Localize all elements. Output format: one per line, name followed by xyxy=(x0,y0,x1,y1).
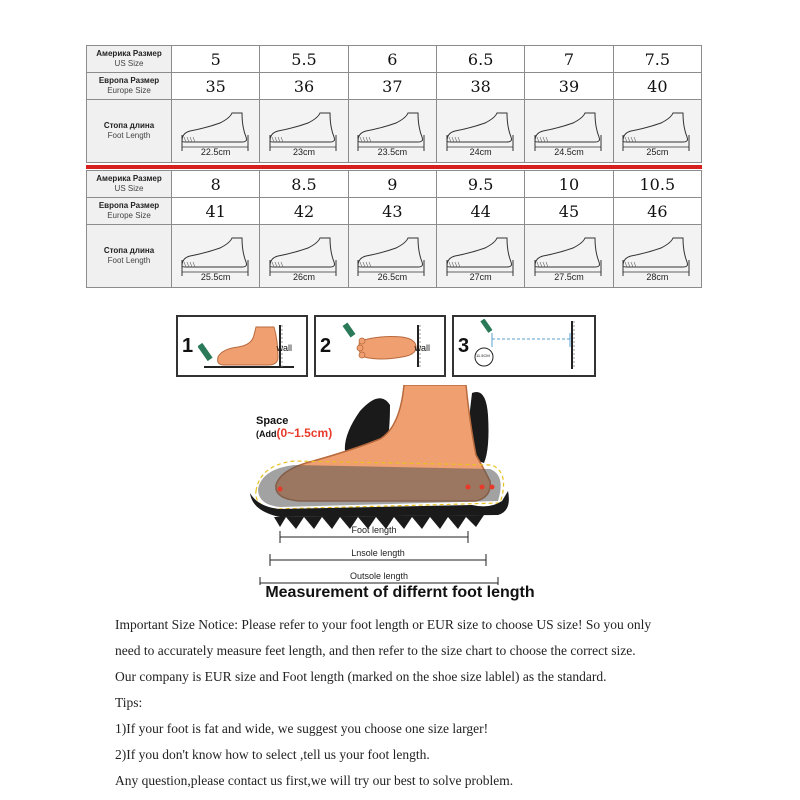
foot-length-cell: 24cm xyxy=(436,100,524,163)
eu-size-label: Европа Размер Europe Size xyxy=(87,73,172,100)
foot-length-cell: 24.5cm xyxy=(525,100,613,163)
step-3-panel xyxy=(452,315,596,377)
us-size-cell: 5.5 xyxy=(260,46,348,73)
note-line: Any question,please contact us first,we will try our best to solve problem. xyxy=(115,773,514,788)
foot-outline-icon xyxy=(617,236,697,276)
outsole-length-text: Outsole length xyxy=(349,571,409,581)
ruler-measure-icon xyxy=(474,319,588,371)
space-label: Space xyxy=(256,415,289,427)
us-size-cell: 7.5 xyxy=(613,46,701,73)
foot-outline-icon xyxy=(529,236,609,276)
measuring-steps xyxy=(176,315,616,375)
foot-length-cell: 25cm xyxy=(613,100,701,163)
foot-outline-icon xyxy=(529,111,609,151)
step-number: 3 xyxy=(458,335,470,357)
ruler-mark-label: 11.5CM xyxy=(476,353,490,358)
eu-size-cell: 36 xyxy=(260,73,348,100)
wall-label: wall xyxy=(276,343,292,353)
us-size-label: Америка Размер US Size xyxy=(87,171,172,198)
eu-size-row xyxy=(87,198,702,225)
foot-length-cell: 26.5cm xyxy=(348,225,436,288)
wall-label: wall xyxy=(414,343,430,353)
us-size-cell: 6.5 xyxy=(436,46,524,73)
us-size-cell: 8 xyxy=(172,171,260,198)
us-size-label: Америка Размер US Size xyxy=(87,46,172,73)
foot-length-cell: 25.5cm xyxy=(172,225,260,288)
measurement-title: Measurement of differnt foot length xyxy=(265,584,535,601)
size-table-1 xyxy=(86,45,702,163)
foot-outline-icon xyxy=(176,111,256,151)
eu-size-cell: 44 xyxy=(436,198,524,225)
note-line: Tips: xyxy=(115,695,143,710)
foot-length-cell: 22.5cm xyxy=(172,100,260,163)
foot-outline-icon xyxy=(352,111,432,151)
note-line: 2)If you don't know how to select ,tell us your foot length. xyxy=(115,747,430,762)
size-notes xyxy=(115,612,715,794)
space-allowance-label xyxy=(256,415,332,440)
foot-length-cell: 23cm xyxy=(260,100,348,163)
us-size-cell: 10 xyxy=(525,171,613,198)
note-line: Our company is EUR size and Foot length (marked on the shoe size lablel) as the standard. xyxy=(115,669,607,684)
foot-length-row xyxy=(87,225,702,288)
eu-size-cell: 40 xyxy=(613,73,701,100)
foot-outline-icon xyxy=(441,111,521,151)
space-range: (0~1.5cm) xyxy=(276,426,333,440)
foot-length-cell: 26cm xyxy=(260,225,348,288)
step-1-panel xyxy=(176,315,308,377)
size-table-2 xyxy=(86,170,702,288)
foot-length-cell: 28cm xyxy=(613,225,701,288)
foot-length-label: Стопа длина Foot Length xyxy=(87,225,172,288)
note-line: need to accurately measure feet length, and then refer to the size chart to choose the correct size. xyxy=(115,643,636,658)
insole-length-text: Lnsole length xyxy=(351,548,405,558)
us-size-cell: 9.5 xyxy=(436,171,524,198)
step-2-panel xyxy=(314,315,446,377)
step-number: 2 xyxy=(320,335,332,357)
foot-length-cell: 23.5cm xyxy=(348,100,436,163)
us-size-cell: 5 xyxy=(172,46,260,73)
eu-size-cell: 38 xyxy=(436,73,524,100)
eu-size-cell: 43 xyxy=(348,198,436,225)
us-size-row xyxy=(87,46,702,73)
eu-size-cell: 46 xyxy=(613,198,701,225)
eu-size-cell: 41 xyxy=(172,198,260,225)
us-size-cell: 7 xyxy=(525,46,613,73)
foot-outline-icon xyxy=(264,236,344,276)
eu-size-cell: 35 xyxy=(172,73,260,100)
step-number: 1 xyxy=(182,335,194,357)
foot-length-row xyxy=(87,100,702,163)
note-line: 1)If your foot is fat and wide, we suggest you choose one size larger! xyxy=(115,721,489,736)
us-size-cell: 6 xyxy=(348,46,436,73)
foot-length-cell: 27.5cm xyxy=(525,225,613,288)
foot-length-cell: 27cm xyxy=(436,225,524,288)
eu-size-cell: 39 xyxy=(525,73,613,100)
foot-outline-icon xyxy=(617,111,697,151)
eu-size-label: Европа Размер Europe Size xyxy=(87,198,172,225)
foot-length-label: Стопа длина Foot Length xyxy=(87,100,172,163)
foot-outline-icon xyxy=(264,111,344,151)
eu-size-row xyxy=(87,73,702,100)
note-line: Important Size Notice: Please refer to your foot length or EUR size to choose US size! So you only xyxy=(115,617,652,632)
eu-size-cell: 37 xyxy=(348,73,436,100)
table-divider xyxy=(86,165,702,169)
us-size-cell: 9 xyxy=(348,171,436,198)
foot-outline-icon xyxy=(176,236,256,276)
eu-size-cell: 45 xyxy=(525,198,613,225)
eu-size-cell: 42 xyxy=(260,198,348,225)
foot-length-text: Foot length xyxy=(351,525,397,535)
foot-outline-icon xyxy=(441,236,521,276)
us-size-cell: 10.5 xyxy=(613,171,701,198)
us-size-row xyxy=(87,171,702,198)
space-add-label: (Add xyxy=(256,429,277,439)
us-size-cell: 8.5 xyxy=(260,171,348,198)
foot-outline-icon xyxy=(352,236,432,276)
